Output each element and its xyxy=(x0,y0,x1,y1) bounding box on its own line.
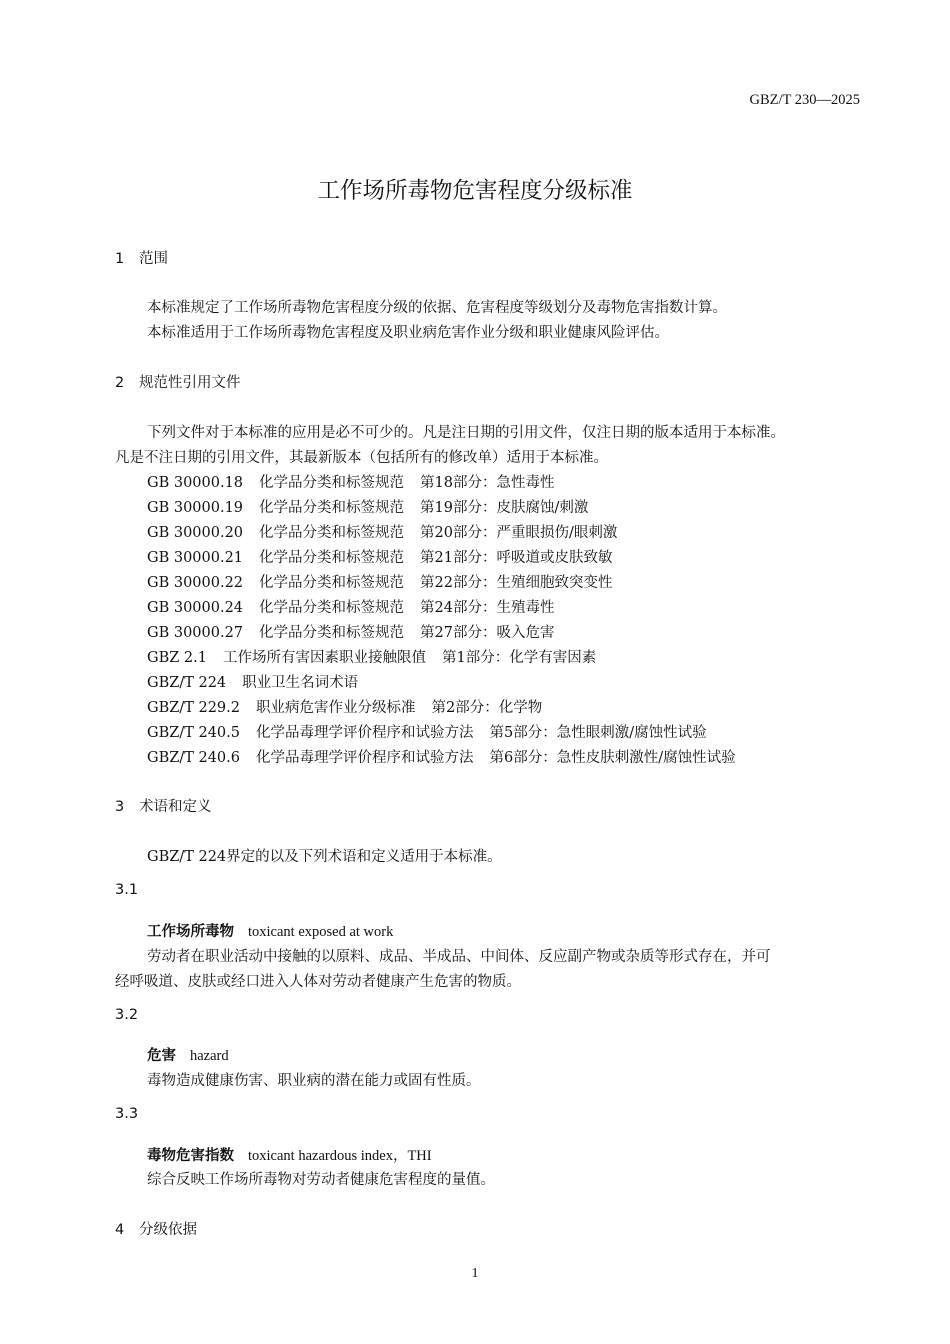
reference-item xyxy=(147,596,555,617)
reference-item xyxy=(147,671,358,692)
reference-item xyxy=(147,471,555,492)
document-title: 工作场所毒物危害程度分级标准 xyxy=(317,178,633,204)
reference-code: GB 30000.19 xyxy=(147,500,244,516)
reference-code: GBZ/T 240.6 xyxy=(147,750,240,766)
reference-name: 化学品毒理学评价程序和试验方法 xyxy=(256,750,474,766)
reference-part: 第2部分：化学物 xyxy=(431,700,543,716)
reference-name: 职业病危害作业分级标准 xyxy=(256,700,416,716)
reference-item xyxy=(147,721,707,742)
reference-code: GB 30000.27 xyxy=(147,625,244,641)
term-definition: 综合反映工作场所毒物对劳动者健康危害程度的量值。 xyxy=(147,1172,495,1188)
reference-item xyxy=(147,571,613,592)
section-heading-2 xyxy=(115,371,241,392)
reference-code: GBZ/T 229.2 xyxy=(147,700,240,716)
term-definition-continuation: 经呼吸道、皮肤或经口进入人体对劳动者健康产生危害的物质。 xyxy=(115,974,521,990)
reference-code: GB 30000.21 xyxy=(147,550,244,566)
reference-item xyxy=(147,696,542,717)
paragraph: GBZ/T 224界定的以及下列术语和定义适用于本标准。 xyxy=(147,849,502,865)
reference-part: 第18部分：急性毒性 xyxy=(420,475,555,491)
term-entry xyxy=(147,1144,432,1165)
reference-name: 化学品分类和标签规范 xyxy=(259,575,405,591)
term-cn: 危害 xyxy=(147,1048,176,1064)
reference-code: GBZ/T 224 xyxy=(147,675,227,691)
section-number: 1 xyxy=(115,251,125,267)
term-entry xyxy=(147,1044,229,1065)
reference-code: GB 30000.18 xyxy=(147,475,244,491)
term-cn: 毒物危害指数 xyxy=(147,1148,234,1164)
reference-name: 化学品分类和标签规范 xyxy=(259,600,405,616)
reference-item xyxy=(147,496,588,517)
section-heading-4 xyxy=(115,1218,197,1239)
paragraph: 下列文件对于本标准的应用是必不可少的。凡是注日期的引用文件，仅注日期的版本适用于本标准。 xyxy=(147,425,785,441)
reference-part: 第1部分：化学有害因素 xyxy=(441,650,597,666)
reference-part: 第24部分：生殖毒性 xyxy=(420,600,555,616)
term-en: toxicant hazardous index，THI xyxy=(248,1148,432,1164)
reference-part: 第6部分：急性皮肤刺激性/腐蚀性试验 xyxy=(489,750,736,766)
reference-name: 工作场所有害因素职业接触限值 xyxy=(222,650,426,666)
term-definition: 劳动者在职业活动中接触的以原料、成品、半成品、中间体、反应副产物或杂质等形式存在，并可 xyxy=(147,949,771,965)
reference-name: 化学品分类和标签规范 xyxy=(259,625,405,641)
reference-item xyxy=(147,546,613,567)
reference-name: 化学品分类和标签规范 xyxy=(259,525,405,541)
section-number: 4 xyxy=(115,1222,125,1238)
page-number: 1 xyxy=(471,1266,479,1281)
reference-code: GB 30000.20 xyxy=(147,525,244,541)
standard-code: GBZ/T 230—2025 xyxy=(749,92,860,108)
paragraph: 本标准适用于工作场所毒物危害程度及职业病危害作业分级和职业健康风险评估。 xyxy=(147,325,669,341)
reference-item xyxy=(147,646,596,667)
reference-code: GB 30000.24 xyxy=(147,600,244,616)
term-cn: 工作场所毒物 xyxy=(147,924,234,940)
reference-name: 化学品分类和标签规范 xyxy=(259,550,405,566)
reference-name: 化学品分类和标签规范 xyxy=(259,475,405,491)
reference-part: 第22部分：生殖细胞致突变性 xyxy=(420,575,613,591)
term-definition: 毒物造成健康伤害、职业病的潜在能力或固有性质。 xyxy=(147,1073,481,1089)
term-en: toxicant exposed at work xyxy=(248,924,394,940)
paragraph-continuation: 凡是不注日期的引用文件，其最新版本（包括所有的修改单）适用于本标准。 xyxy=(115,450,608,466)
reference-part: 第21部分：呼吸道或皮肤致敏 xyxy=(420,550,613,566)
term-en: hazard xyxy=(190,1048,229,1064)
section-number: 2 xyxy=(115,375,125,391)
subsection-number: 3.3 xyxy=(115,1106,139,1122)
reference-name: 化学品毒理学评价程序和试验方法 xyxy=(256,725,474,741)
subsection-number: 3.2 xyxy=(115,1007,139,1023)
section-number: 3 xyxy=(115,799,125,815)
reference-part: 第27部分：吸入危害 xyxy=(420,625,555,641)
reference-item xyxy=(147,746,736,767)
section-heading-3 xyxy=(115,795,212,816)
section-title: 术语和定义 xyxy=(139,799,212,815)
section-title: 范围 xyxy=(139,251,168,267)
reference-part: 第20部分：严重眼损伤/眼刺激 xyxy=(420,525,618,541)
reference-item xyxy=(147,521,617,542)
reference-code: GBZ/T 240.5 xyxy=(147,725,240,741)
reference-name: 职业卫生名词术语 xyxy=(242,675,359,691)
reference-code: GBZ 2.1 xyxy=(147,650,207,666)
paragraph: 本标准规定了工作场所毒物危害程度分级的依据、危害程度等级划分及毒物危害指数计算。 xyxy=(147,300,727,316)
section-title: 分级依据 xyxy=(139,1222,197,1238)
reference-code: GB 30000.22 xyxy=(147,575,244,591)
section-title: 规范性引用文件 xyxy=(139,375,241,391)
reference-part: 第19部分：皮肤腐蚀/刺激 xyxy=(420,500,589,516)
section-heading-1 xyxy=(115,247,168,268)
term-entry xyxy=(147,920,393,941)
reference-item xyxy=(147,621,555,642)
subsection-number: 3.1 xyxy=(115,882,139,898)
reference-name: 化学品分类和标签规范 xyxy=(259,500,405,516)
reference-part: 第5部分：急性眼刺激/腐蚀性试验 xyxy=(489,725,707,741)
